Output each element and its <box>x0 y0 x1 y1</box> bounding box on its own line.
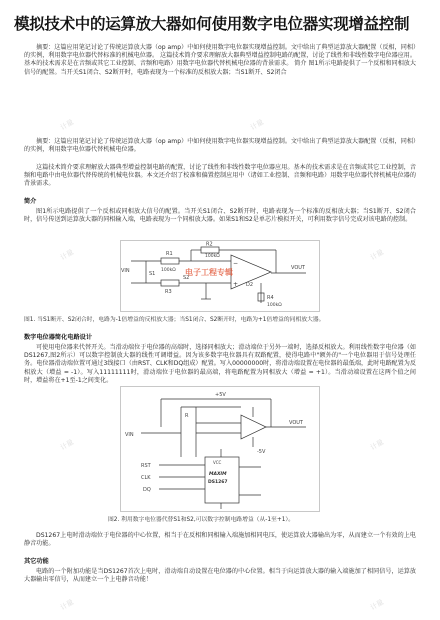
figure-1-stamp: 电子工程专辑 <box>185 268 233 277</box>
fig1-label-r2-value: 100kΩ <box>205 254 220 259</box>
watermark: 计量 <box>58 248 76 262</box>
intro-paragraph: 图1所示电路提供了一个反相或同相放大信号的配置。当开关S1闭合、S2断开时，电路表现为一个标准的反相放大器；当S1断开、S2闭合时，信号传送到运算放大器的同相输入端，电路表现为一个同相放大器。如果S1和S2是单芯片模拟开关，可利用数字信号完成对该电路的控制。 <box>24 208 416 224</box>
section-heading-other: 其它功能 <box>24 558 49 565</box>
abstract-repeat-paragraph: 摘要：这篇应用笔记讨论了传统运算放大器（op amp）中如何使用数字电位器实现增益控制。文中给出了典型运算放大器配置（反相，同相）的实例，利用数字电位器代替机械电位器。 <box>24 138 416 154</box>
fig2-label-brand: MAXIM <box>209 472 227 477</box>
page-title: 模拟技术中的运算放大器如何使用数字电位器实现增益控制 <box>14 15 410 33</box>
section-heading-intro: 简介 <box>24 198 37 205</box>
figure-2-schematic <box>120 386 320 512</box>
figure-2-caption: 图2. 利用数字电位器代替S1和S2,可以数字控制电路增益（从-1至+1）。 <box>108 517 295 523</box>
fig2-label-vout: VOUT <box>289 420 303 426</box>
fig2-label-vcc: VCC <box>213 460 222 465</box>
fig1-label-r3: R3 <box>165 289 172 295</box>
fig1-label-mark: D2 <box>246 282 254 288</box>
other-features-paragraph: 电路的一个附加功能是当DS1267首次上电时，滑动端自动设置在电位器的中心位置。相当于向运算放大器的输入端施加了相同信号，运算放大器输出零信号，从而建立一个上电静音功能！ <box>24 568 416 584</box>
fig1-label-vin: VIN <box>121 268 130 274</box>
fig2-label-vin: VIN <box>125 432 134 438</box>
watermark: 计量 <box>248 118 266 132</box>
watermark: 计量 <box>368 438 386 452</box>
fig1-label-s2: S2 <box>183 275 190 281</box>
fig1-label-r4: R4 <box>267 295 274 301</box>
figure-2-svg <box>121 387 321 513</box>
watermark: 计量 <box>368 248 386 262</box>
fig1-label-r2: R2 <box>206 241 213 248</box>
fig1-label-s1: S1 <box>149 271 156 277</box>
fig2-label-clk: CLK <box>141 475 151 481</box>
section-heading-digipot: 数字电位器简化电路设计 <box>24 334 93 341</box>
fig1-label-r1-value: 100kΩ <box>161 268 176 273</box>
fig2-label-plus5: +5V <box>215 392 226 398</box>
fig1-label-vout: VOUT <box>291 265 305 271</box>
fig2-label-dq: DQ <box>143 487 151 493</box>
powerup-paragraph: DS1267上电时滑动端位于电位器的中心位置，相当于在反相和同相输入端施加相同电压，使运算放大器输出为零，从而建立一个有效的上电静音功能。 <box>24 532 416 548</box>
fig1-label-r1: R1 <box>166 251 173 257</box>
fig2-label-minus5: -5V <box>257 449 266 455</box>
watermark: 计量 <box>58 598 76 612</box>
watermark: 计量 <box>58 118 76 132</box>
fig2-label-r: R <box>185 413 189 419</box>
fig2-label-rst: RST <box>141 463 151 469</box>
abstract-paragraph: 摘要：这篇应用笔记讨论了传统运算放大器（op amp）中如何使用数字电位器实现增益控制。文中给出了典型运算放大器配置（反相，同相）的实例，利用数字电位器代替标准的机械电位器。 这篇技术简介要求理解放大器典型增益控制电路的配置，讨论了线性和非线性数字电位器应用。基本的技术需求是在音频或其它工业控制、音频和电路）用数字电位器代替机械电位器的背景需求。 简介 图1所示电路提供了一个反相和同相放大信号的配置。当开关S1闭合、S2断开时，电路表现为一个标准的反相放大器；当S1断开、S2闭合 <box>24 44 416 76</box>
watermark: 计量 <box>58 438 76 452</box>
background-paragraph: 这篇技术简介要求理解放大器典型增益控制电路的配置，讨论了线性和非线性数字电位器应用。基本的技术需求是在音频或其它工业控制，音频和电路中由电位器代替传统的机械电位器。本文还介绍了校准和偏置控制应用中（诸如工业控制、音频和电路）用数字电位器代替机械电位器的背景需求。 <box>24 164 416 188</box>
figure-1-caption: 图1. 当S1断开、S2闭合时，电路为-1倍增益的反相放大器；当S1闭合、S2断开时，电路为+1倍增益的同相放大器。 <box>24 317 325 323</box>
figure-1-schematic <box>120 240 320 312</box>
fig2-label-chip: DS1267 <box>208 480 228 485</box>
digipot-paragraph: 可使用电位器来代替开关。当滑动端位于电位器的高端时，选择同相放大；滑动端位于另外一端时，选择反相放大。利用线性数字电位器（如DS1267,图2所示）可以数字控制放大器的线性可调增益。因为该多数字电位器具有双路配置，使得电路中"额外的"一个电位器用于信号处理任务。电位器滑动端位置可通过3线接口（由RST、CLK和DQ组成）配置。写入00000000时，将滑动端设置在电位器的最低端，此时电路配置为反相放大（增益 = -1）。写入11111111时，滑动端位于电位器的最高端，将电路配置为同相放大（增益 = +1）。当滑动端设置在这两个值之间时，增益将在+1至-1之间变化。 <box>24 344 416 384</box>
watermark: 计量 <box>368 598 386 612</box>
svg-text:+: + <box>233 281 239 288</box>
fig1-label-r4-value: 100kΩ <box>267 303 282 308</box>
svg-text:−: − <box>233 260 239 267</box>
